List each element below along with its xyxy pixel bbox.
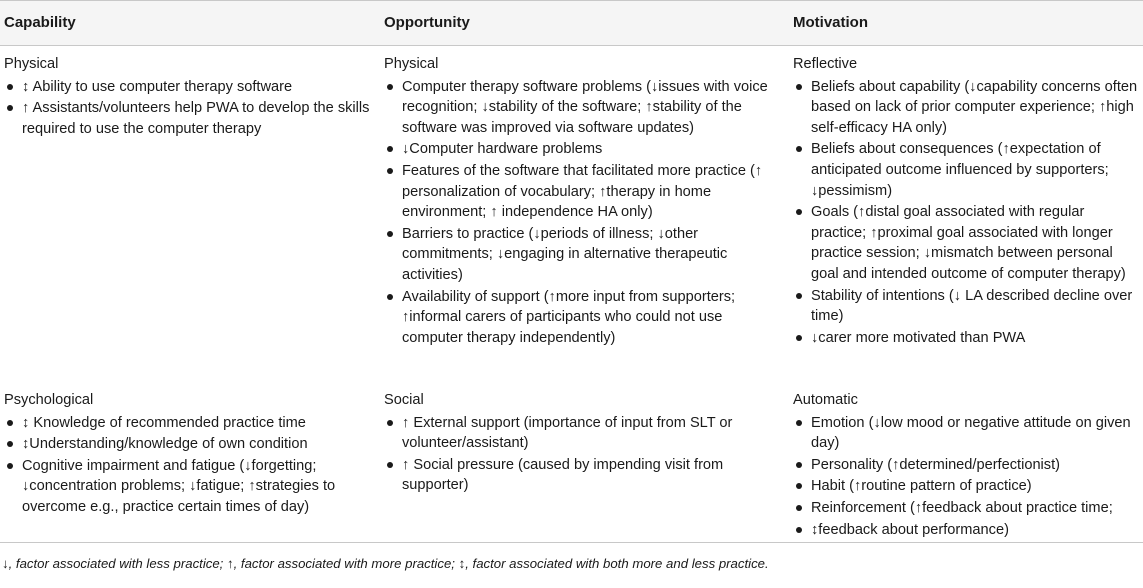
cell-capability-physical — [0, 54, 380, 388]
subheading: Reflective — [793, 56, 858, 72]
bullet-list — [4, 413, 376, 518]
subheading: Automatic — [793, 392, 858, 408]
list-item: ↑ External support (importance of input from SLT or volunteer/assistant) — [384, 413, 785, 454]
list-item: Personality (↑determined/perfectionist) — [793, 455, 1139, 476]
list-item: ↓Computer hardware problems — [384, 139, 785, 160]
list-item: ↑ Assistants/volunteers help PWA to develop the skills required to use the computer therapy — [4, 98, 376, 139]
list-item: Emotion (↓low mood or negative attitude on given day) — [793, 413, 1139, 454]
cell-capability-psychological — [0, 390, 380, 542]
table-header-row — [0, 0, 1143, 46]
bullet-list — [4, 77, 376, 140]
table-row — [0, 46, 1143, 388]
list-item: ↕ Ability to use computer therapy software — [4, 77, 376, 98]
bullet-list — [793, 413, 1139, 541]
list-item: Features of the software that facilitated more practice (↑ personalization of vocabulary; ↑therapy in home environment; ↑ independence HA only) — [384, 161, 785, 223]
cell-opportunity-physical — [380, 54, 789, 388]
list-item: Reinforcement (↑feedback about practice time; — [793, 498, 1139, 519]
table-row — [0, 388, 1143, 543]
cell-opportunity-social — [380, 390, 789, 542]
cell-motivation-reflective — [789, 54, 1143, 388]
list-item: ↑ Social pressure (caused by impending visit from supporter) — [384, 455, 785, 496]
list-item: Barriers to practice (↓periods of illness; ↓other commitments; ↓engaging in alternative therapeutic activities) — [384, 224, 785, 286]
list-item: ↕Understanding/knowledge of own condition — [4, 434, 376, 455]
header-capability: Capability — [4, 13, 76, 31]
bullet-list — [793, 77, 1139, 349]
subheading: Physical — [384, 56, 439, 72]
bullet-list — [384, 77, 785, 349]
subheading: Physical — [4, 56, 59, 72]
bullet-list — [384, 413, 785, 496]
subheading: Social — [384, 392, 424, 408]
list-item: ↕ Knowledge of recommended practice time — [4, 413, 376, 434]
cell-motivation-automatic — [789, 390, 1143, 542]
subheading: Psychological — [4, 392, 94, 408]
list-item: Goals (↑distal goal associated with regular practice; ↑proximal goal associated with longer practice session; ↓mismatch between personal goal and intended outcome of computer therapy) — [793, 202, 1139, 284]
list-item: Habit (↑routine pattern of practice) — [793, 476, 1139, 497]
list-item: Cognitive impairment and fatigue (↓forgetting; ↓concentration problems; ↓fatigue; ↑strategies to overcome e.g., practice certain times of day) — [4, 456, 376, 518]
header-motivation: Motivation — [793, 13, 868, 31]
list-item: Stability of intentions (↓ LA described decline over time) — [793, 286, 1139, 327]
list-item: Beliefs about consequences (↑expectation of anticipated outcome influenced by supporters; ↓pessimism) — [793, 139, 1139, 201]
list-item: Beliefs about capability (↓capability concerns often based on lack of prior computer experience; ↑high self-efficacy HA only) — [793, 77, 1139, 139]
list-item: Availability of support (↑more input from supporters; ↑informal carers of participants who could not use computer therapy independently) — [384, 287, 785, 349]
list-item: ↕feedback about performance) — [793, 520, 1139, 541]
header-opportunity: Opportunity — [384, 13, 470, 31]
list-item: Computer therapy software problems (↓issues with voice recognition; ↓stability of the software; ↑stability of the software was improved via software updates) — [384, 77, 785, 139]
table-footnote: ↓, factor associated with less practice; ↑, factor associated with more practice; ↕, factor associated with both more and less practice. — [2, 556, 769, 571]
list-item: ↓carer more motivated than PWA — [793, 328, 1139, 349]
